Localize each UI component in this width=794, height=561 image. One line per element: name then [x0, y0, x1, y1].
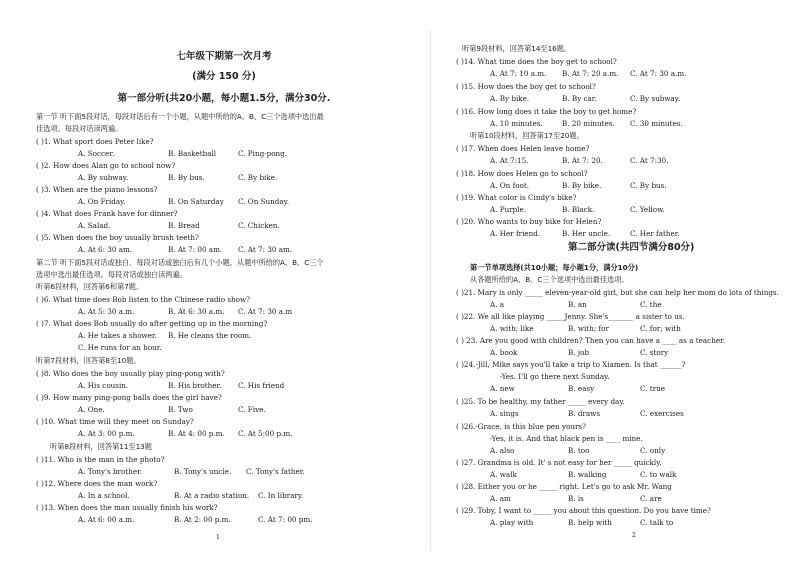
option-b: B. At 7: 20. [562, 156, 603, 165]
option-b: B. 20 minutes. [562, 119, 615, 128]
option-c: C. talk to [640, 518, 674, 527]
question-20: ( )20. Who wants to buy bike for Helen? [456, 217, 602, 226]
section-one-instruction-line-2: 佳选项。每段对话读两遍。 [36, 124, 123, 133]
option-c: C. At 7: 30 am. [238, 245, 293, 254]
question-5: ( )5. When does the boy usually brush teeth? [36, 233, 199, 242]
option-b: B. is [568, 494, 584, 503]
option-c: C. true [640, 384, 666, 393]
question-7: ( )7. What does Bob usually do after getting up in the morning? [36, 319, 268, 328]
option-c: C. By bike. [238, 173, 278, 182]
listening-material-7: 听第7段材料，回答第8至10题。 [36, 356, 141, 365]
option-a: A. At 5: 30 a.m. [78, 307, 135, 316]
option-c: C. At 7: 30 a.m. [630, 69, 687, 78]
question-24-reply: -Yes. I'll go there next Sunday. [500, 372, 610, 381]
question-1: ( )1. What sport does Peter like? [36, 137, 154, 146]
option-b: B. help with [568, 518, 612, 527]
option-b: B. draws [568, 409, 601, 418]
option-b: B. His brother. [168, 381, 222, 390]
option-c: C. In library. [258, 491, 304, 500]
option-b: B. On Saturday [168, 197, 224, 206]
question-14: ( )14. What time does the boy get to school? [456, 57, 617, 66]
question-6: ( )6. What time does Bob listen to the Chinese radio show? [36, 295, 251, 304]
option-a: A. At 3: 00 p.m. [78, 429, 135, 438]
option-c: C. only [640, 446, 666, 455]
option-c: C. for; with [640, 324, 681, 333]
question-24: ( )24.-Jill, Mike says you'll take a trip to Xiamen. Is that ______? [456, 360, 686, 369]
question-17: ( )17. When does Helen leave home? [456, 144, 590, 153]
option-b: B. At a radio station. [174, 491, 250, 500]
option-c: C. story [640, 348, 669, 357]
section-single-choice-title-text: 第一节单项选择(共10小题；每小题1分，满分10分) [470, 263, 639, 272]
question-2: ( )2. How does Alan go to school now? [36, 161, 176, 170]
question-7-option-c: C. He runs for an hour. [78, 343, 162, 352]
option-c: C. are [640, 494, 662, 503]
option-a: A. On Friday. [78, 197, 126, 206]
option-c: C. At 7:30. [630, 156, 669, 165]
option-b: B. walking [568, 470, 607, 479]
option-b: B. job [568, 348, 590, 357]
listening-material-8: 听第8段材料，回答第11至13题 [50, 442, 152, 451]
option-a: A. He takes a shower. [78, 331, 157, 340]
option-a: A. His cousin. [78, 381, 129, 390]
option-a: A. 10 minutes. [490, 119, 543, 128]
option-a: A. By subway. [78, 173, 129, 182]
question-25: ( )25. To be healthy, my father _____ every day. [456, 397, 625, 406]
option-a: A. One. [78, 405, 105, 414]
question-15: ( )15. How does the boy get to school? [456, 82, 596, 91]
part-two-title: 第二部分读(共四节满分80分) [568, 242, 695, 253]
option-c: C. Ping-pong. [238, 149, 288, 158]
exam-full-score: (满分 150 分) [192, 71, 256, 82]
option-a: A. am [490, 494, 511, 503]
question-13: ( )13. When does the man usually finish his work? [36, 503, 218, 512]
option-a: A. Soccer. [78, 149, 115, 158]
question-21: ( )21. Mary is only _____ eleven-year-old girl, but she can help her mom do lots of things. [456, 288, 779, 297]
option-b: B. By car. [562, 94, 597, 103]
option-b: B. He cleans the room. [168, 331, 252, 340]
option-b: B. At 2: 00 p.m. [174, 515, 231, 524]
option-c: C. At 5:00 p.m. [238, 429, 293, 438]
option-a: A. At 6: 00 a.m. [78, 515, 135, 524]
option-a: A. with; like [490, 324, 534, 333]
section-single-choice-instruction: 从各题所给的A、B、C三个选项中选出最佳选项。 [470, 275, 629, 284]
option-b: B. By bus. [168, 173, 205, 182]
option-a: A. sings [490, 409, 519, 418]
part-one-title: 第一部分听(共20小题，每小题1.5分，满分30分. [117, 93, 331, 104]
listening-material-9: 听第9段材料，回答第14至16题。 [462, 44, 572, 53]
option-c: C. His friend [238, 381, 285, 390]
option-a: A. book [490, 348, 518, 357]
question-28: ( )28. Either you or he _____ right. Let's go to ask Mr. Wang [456, 482, 672, 491]
option-a: A. On foot. [490, 181, 530, 190]
option-c: C. Chicken. [238, 221, 280, 230]
question-11: ( )11. Who is the man in the photo? [36, 455, 165, 464]
option-c: C. On Sunday. [238, 197, 290, 206]
listening-material-10: 听第10段材料，回答第17至20题。 [470, 131, 584, 140]
option-b: B. By bike. [562, 181, 602, 190]
option-c: C. exercises [640, 409, 684, 418]
option-b: B. Bread [168, 221, 200, 230]
option-a: A. new [490, 384, 515, 393]
option-b: B. At 7: 00 am. [168, 245, 223, 254]
question-26: ( )26.-Grace, is this blue pen yours? [456, 422, 586, 431]
option-c: C. Five. [238, 405, 266, 414]
question-23: ( ) 23. Are you good with children? Then you can have a ____ as a teacher. [456, 336, 726, 345]
option-a: A. At 7:15. [490, 156, 529, 165]
option-c: C. the [640, 300, 662, 309]
question-8: ( )8. Who does the boy usually play ping-pong with? [36, 369, 225, 378]
section-one-instruction-line-1: 第一节 听下面5段对话，每段对话后有一个小题，从题中所给的A、B、C三个选项中选出最 [36, 112, 324, 121]
option-c: C. Yellow. [630, 205, 665, 214]
question-10: ( )10. What time will they meet on Sunday? [36, 417, 194, 426]
section-single-choice-title [470, 263, 638, 273]
question-3: ( )3. When are the piano lessons? [36, 185, 158, 194]
option-b: B. Basketball [168, 149, 217, 158]
question-12: ( )12. Where does the man work? [36, 479, 158, 488]
option-a: A. play with [490, 518, 534, 527]
question-22: ( )22. We all like playing _____Jenny. She's_______ a sister to us. [456, 312, 685, 321]
option-a: A. also [490, 446, 515, 455]
option-b: B. with; for [568, 324, 609, 333]
listening-material-6: 听第6段材料，回答第6和第7题。 [36, 282, 144, 291]
option-b: B. At 6: 30 a.m. [168, 307, 225, 316]
page-divider [430, 30, 431, 550]
option-c: C. By bus. [630, 181, 667, 190]
option-a: A. In a school. [78, 491, 130, 500]
question-18: ( )18. How does Helen go to school? [456, 169, 588, 178]
option-c: C. At 7: 30 a.m [238, 307, 293, 316]
option-b: B. Black. [562, 205, 595, 214]
option-a: A. At 6: 30 am. [78, 245, 133, 254]
option-b: B. too [568, 446, 590, 455]
option-a: A. a [490, 300, 505, 309]
question-9: ( )9. How many ping-pong balls does the girl have? [36, 393, 222, 402]
option-a: A. Tony's brother. [78, 467, 143, 476]
option-a: A. Her friend. [490, 229, 541, 238]
question-27: ( )27. Grandma is old. It' s not easy for her _____ quickly. [456, 458, 662, 467]
option-c: C. 30 minutes. [630, 119, 683, 128]
option-a: A. Purple. [490, 205, 527, 214]
option-c: C. By subway. [630, 94, 681, 103]
page-2 [456, 0, 784, 561]
question-4: ( )4. What does Frank have for dinner? [36, 209, 178, 218]
option-b: B. Tony's uncle. [174, 467, 232, 476]
question-29: ( )29. Toby, I want to _____ you about this question. Do you have time? [456, 506, 711, 515]
section-two-instruction-line-2: 选项中选出最佳选项。每段对话或独白读两遍。 [36, 270, 187, 279]
option-b: B. easy [568, 384, 595, 393]
option-c: C. Tony's father. [246, 467, 305, 476]
page-number: 1 [216, 534, 220, 541]
option-a: A. At 7: 10 a.m. [490, 69, 547, 78]
option-c: C. At 7: 00 pm. [258, 515, 313, 524]
question-26-reply: -Yes, it is. And that black pen is ____ mine. [490, 434, 643, 443]
section-two-instruction-line-1: 第二节 听下面5段对话或独白。每段对话或独白后有几个小题，从题中所给的A、B、C三个 [36, 258, 324, 267]
option-c: C. Her father. [630, 229, 680, 238]
question-16: ( )16. How long does it take the boy to get home? [456, 107, 637, 116]
page-number: 2 [632, 532, 636, 539]
option-b: B. Her uncle. [562, 229, 611, 238]
option-a: A. Salad. [78, 221, 111, 230]
option-b: B. At 4: 00 p.m. [168, 429, 225, 438]
question-19: ( )19. What color is Cindy's bike? [456, 193, 577, 202]
exam-title: 七年级下期第一次月考 [176, 51, 272, 62]
option-a: A. By bike. [490, 94, 530, 103]
option-c: C. to walk [640, 470, 677, 479]
option-b: B. Two [168, 405, 193, 414]
page-1 [36, 0, 412, 561]
option-b: B. an [568, 300, 587, 309]
option-b: B. At 7: 20 a.m. [562, 69, 619, 78]
option-a: A. walk [490, 470, 517, 479]
